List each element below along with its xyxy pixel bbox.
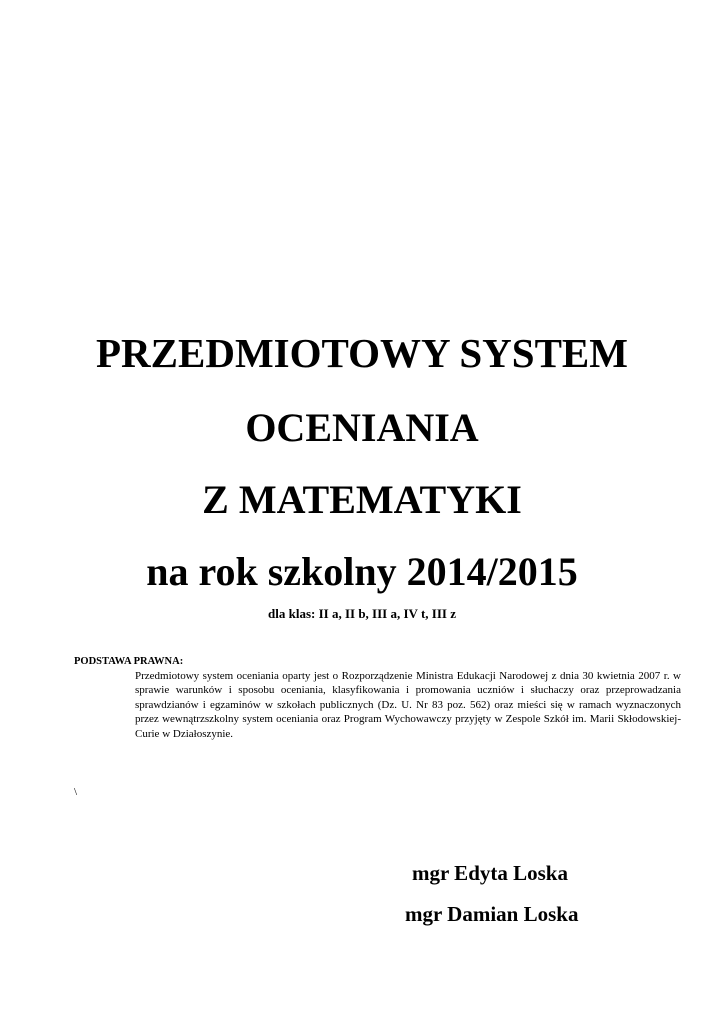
document-title-line-1: PRZEDMIOTOWY SYSTEM: [96, 330, 628, 376]
legal-basis-label: PODSTAWA PRAWNA:: [74, 656, 184, 667]
author-1: mgr Edyta Loska: [412, 861, 568, 885]
document-title-line-4: na rok szkolny 2014/2015: [146, 549, 578, 594]
document-title-line-2: OCENIANIA: [245, 405, 479, 450]
legal-basis-text: Przedmiotowy system oceniania oparty jest o Rozporządzenie Ministra Edukacji Narodowej z dnia 30 kwietnia 2007 r. w sprawie warunków i sposobu oceniania, klasyfikowania i promowania uczniów i słuchaczy oraz przeprowadzania sprawdzianów i egzaminów w szkołach publicznych (Dz. U. Nr 83 poz. 562) oraz mieści się w ramach wyznaczonych przez wewnątrzszkolny system oceniania oraz Program Wychowawczy przyjęty w Zespole Szkół im. Marii Skłodowskiej-Curie w Działoszynie.: [135, 670, 681, 740]
stray-mark: \: [74, 786, 78, 798]
document-title-line-3: Z MATEMATYKI: [202, 477, 522, 522]
classes-subtitle: dla klas: II a, II b, III a, IV t, III z: [268, 606, 456, 621]
author-2: mgr Damian Loska: [405, 902, 579, 926]
